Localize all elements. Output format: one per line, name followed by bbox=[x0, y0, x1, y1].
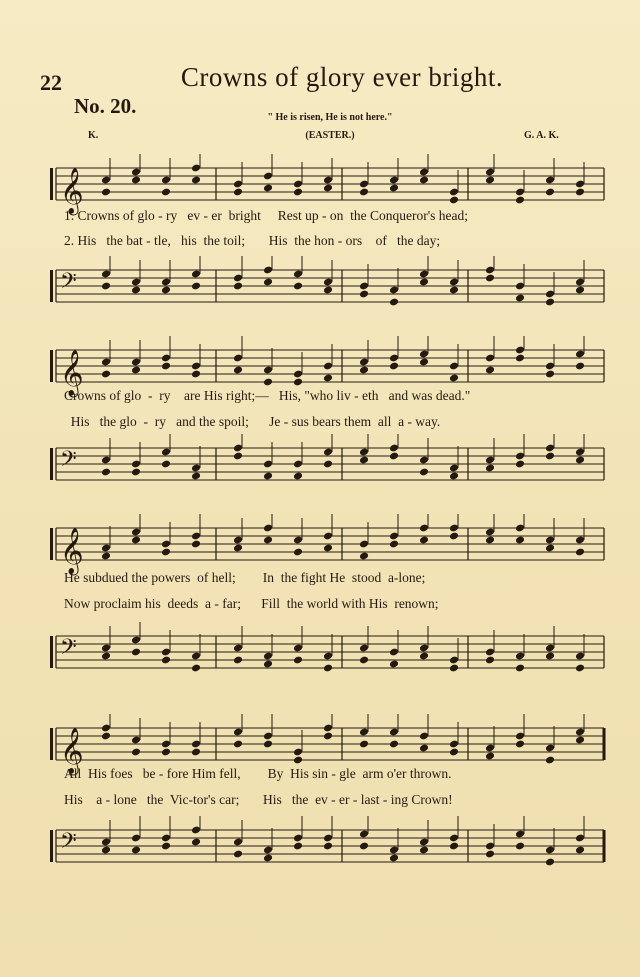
notehead bbox=[389, 452, 399, 461]
lyric-line-verse-2: His a - lone the Vic-tor's car; His the ev - er - last - ing Crown! bbox=[64, 792, 453, 807]
notehead bbox=[293, 756, 303, 765]
notehead bbox=[485, 752, 495, 761]
bass-staff bbox=[48, 256, 608, 320]
notehead bbox=[449, 374, 459, 383]
system-barline bbox=[50, 168, 53, 200]
notehead bbox=[131, 366, 141, 375]
notehead bbox=[323, 842, 333, 851]
bass-clef-icon: 𝄢 bbox=[60, 829, 77, 859]
notehead bbox=[191, 472, 201, 481]
notehead bbox=[323, 374, 333, 383]
notehead bbox=[389, 660, 399, 669]
lyric-line-verse-1: He subdued the powers of hell; In the fight He stood a-lone; bbox=[64, 570, 426, 585]
bass-clef-icon: 𝄢 bbox=[60, 635, 77, 665]
notehead bbox=[389, 740, 399, 749]
notehead bbox=[191, 838, 201, 847]
notehead bbox=[389, 184, 399, 193]
bass-clef-icon: 𝄢 bbox=[60, 447, 77, 477]
notehead bbox=[293, 282, 303, 291]
notehead bbox=[515, 740, 525, 749]
notehead bbox=[323, 286, 333, 295]
notehead bbox=[191, 748, 201, 757]
notehead bbox=[191, 664, 201, 673]
notehead bbox=[575, 456, 585, 465]
notehead bbox=[101, 846, 111, 855]
notehead bbox=[515, 354, 525, 363]
notehead bbox=[263, 278, 273, 287]
notehead bbox=[359, 842, 369, 851]
notehead bbox=[161, 548, 171, 557]
notehead bbox=[131, 286, 141, 295]
notehead bbox=[233, 656, 243, 665]
notehead bbox=[161, 460, 171, 469]
notehead bbox=[233, 740, 243, 749]
notehead bbox=[263, 184, 273, 193]
notehead bbox=[191, 282, 201, 291]
lyric-line-verse-1: 1. Crowns of glo - ry ev - er bright Rest up - on the Conqueror's head; bbox=[64, 208, 468, 223]
notehead bbox=[101, 732, 111, 741]
treble-clef-icon: 𝄞 bbox=[60, 728, 84, 774]
lyric-line-verse-1: Crowns of glo - ry are His right;— His, "who liv - eth and was dead." bbox=[64, 388, 471, 403]
notehead bbox=[449, 842, 459, 851]
notehead bbox=[359, 456, 369, 465]
notehead bbox=[485, 176, 495, 185]
bass-clef-icon: 𝄢 bbox=[60, 269, 77, 299]
notehead bbox=[359, 656, 369, 665]
notehead bbox=[419, 846, 429, 855]
lyric-line-verse-1: All His foes be - fore Him fell, By His sin - gle arm o'er thrown. bbox=[64, 766, 452, 781]
notehead bbox=[233, 366, 243, 375]
system-barline bbox=[50, 528, 53, 560]
system-barline bbox=[50, 636, 53, 668]
lyric-line-verse-2: Now proclaim his deeds a - far; Fill the world with His renown; bbox=[64, 596, 439, 611]
notehead bbox=[449, 196, 459, 205]
notehead bbox=[389, 362, 399, 371]
notehead bbox=[545, 370, 555, 379]
notehead bbox=[191, 370, 201, 379]
notehead bbox=[131, 846, 141, 855]
notehead bbox=[515, 842, 525, 851]
notehead bbox=[575, 846, 585, 855]
lyric-line-verse-2: His the glo - ry and the spoil; Je - sus bears them all a - way. bbox=[64, 414, 441, 429]
notehead bbox=[545, 544, 555, 553]
notehead bbox=[101, 188, 111, 197]
notehead bbox=[449, 748, 459, 757]
notehead bbox=[263, 536, 273, 545]
notehead bbox=[161, 842, 171, 851]
notehead bbox=[515, 196, 525, 205]
notehead bbox=[515, 460, 525, 469]
notehead bbox=[515, 664, 525, 673]
notehead bbox=[419, 358, 429, 367]
notehead bbox=[545, 452, 555, 461]
notehead bbox=[263, 740, 273, 749]
notehead bbox=[263, 854, 273, 863]
notehead bbox=[263, 378, 273, 387]
notehead bbox=[293, 656, 303, 665]
notehead bbox=[131, 648, 141, 657]
notehead bbox=[293, 842, 303, 851]
notehead bbox=[359, 290, 369, 299]
notehead bbox=[575, 286, 585, 295]
notehead bbox=[101, 282, 111, 291]
composer-initial-left: K. bbox=[88, 130, 99, 141]
notehead bbox=[161, 656, 171, 665]
system-barline bbox=[50, 350, 53, 382]
notehead bbox=[323, 184, 333, 193]
notehead bbox=[419, 536, 429, 545]
notehead bbox=[419, 278, 429, 287]
notehead bbox=[485, 464, 495, 473]
treble-staff bbox=[48, 514, 608, 578]
notehead bbox=[449, 532, 459, 541]
notehead bbox=[575, 188, 585, 197]
notehead bbox=[515, 536, 525, 545]
notehead bbox=[575, 736, 585, 745]
system-barline bbox=[50, 728, 53, 760]
system-barline bbox=[50, 830, 53, 862]
notehead bbox=[419, 652, 429, 661]
notehead bbox=[101, 652, 111, 661]
notehead bbox=[485, 536, 495, 545]
notehead bbox=[293, 188, 303, 197]
notehead bbox=[263, 472, 273, 481]
notehead bbox=[323, 460, 333, 469]
notehead bbox=[101, 370, 111, 379]
notehead bbox=[233, 282, 243, 291]
hymn-title: Crowns of glory ever bright. bbox=[180, 62, 504, 92]
notehead bbox=[485, 850, 495, 859]
notehead bbox=[161, 188, 171, 197]
notehead bbox=[419, 468, 429, 477]
notehead bbox=[575, 664, 585, 673]
bass-staff bbox=[48, 434, 608, 498]
treble-clef-icon: 𝄞 bbox=[60, 528, 84, 574]
notehead bbox=[293, 378, 303, 387]
notehead bbox=[323, 732, 333, 741]
notehead bbox=[449, 286, 459, 295]
notehead bbox=[359, 740, 369, 749]
occasion-label: (EASTER.) bbox=[305, 130, 355, 141]
notehead bbox=[575, 362, 585, 371]
notehead bbox=[515, 294, 525, 303]
notehead bbox=[545, 652, 555, 661]
notehead bbox=[161, 286, 171, 295]
notehead bbox=[323, 664, 333, 673]
treble-clef-icon: 𝄞 bbox=[60, 350, 84, 396]
notehead bbox=[389, 540, 399, 549]
notehead bbox=[263, 660, 273, 669]
notehead bbox=[233, 452, 243, 461]
notehead bbox=[131, 748, 141, 757]
hymn-number: No. 20. bbox=[74, 94, 137, 118]
notehead bbox=[575, 548, 585, 557]
bass-staff bbox=[48, 622, 608, 686]
notehead bbox=[191, 540, 201, 549]
notehead bbox=[191, 176, 201, 185]
notehead bbox=[485, 366, 495, 375]
notehead bbox=[233, 188, 243, 197]
treble-clef-icon: 𝄞 bbox=[60, 168, 84, 214]
composer-initial-right: G. A. K. bbox=[524, 130, 559, 141]
notehead bbox=[449, 472, 459, 481]
notehead bbox=[419, 176, 429, 185]
notehead bbox=[449, 664, 459, 673]
notehead bbox=[293, 472, 303, 481]
notehead bbox=[545, 756, 555, 765]
system-barline bbox=[50, 448, 53, 480]
notehead bbox=[359, 366, 369, 375]
notehead bbox=[545, 858, 555, 867]
notehead bbox=[485, 656, 495, 665]
notehead bbox=[101, 552, 111, 561]
notehead bbox=[545, 298, 555, 307]
notehead bbox=[485, 274, 495, 283]
notehead bbox=[359, 188, 369, 197]
notehead bbox=[545, 188, 555, 197]
notehead bbox=[131, 536, 141, 545]
system-barline bbox=[50, 270, 53, 302]
notehead bbox=[389, 854, 399, 863]
notehead bbox=[131, 468, 141, 477]
notehead bbox=[233, 544, 243, 553]
notehead bbox=[161, 362, 171, 371]
notehead bbox=[419, 744, 429, 753]
lyric-line-verse-2: 2. His the bat - tle, his the toil; His the hon - ors of the day; bbox=[64, 233, 441, 248]
notehead bbox=[389, 298, 399, 307]
notehead bbox=[101, 468, 111, 477]
notehead bbox=[161, 748, 171, 757]
epigraph: " He is risen, He is not here." bbox=[267, 112, 393, 123]
notehead bbox=[293, 548, 303, 557]
notehead bbox=[131, 176, 141, 185]
notehead bbox=[359, 552, 369, 561]
notehead bbox=[233, 850, 243, 859]
notehead bbox=[323, 544, 333, 553]
page-number: 22 bbox=[40, 70, 62, 95]
bass-staff bbox=[48, 816, 608, 880]
